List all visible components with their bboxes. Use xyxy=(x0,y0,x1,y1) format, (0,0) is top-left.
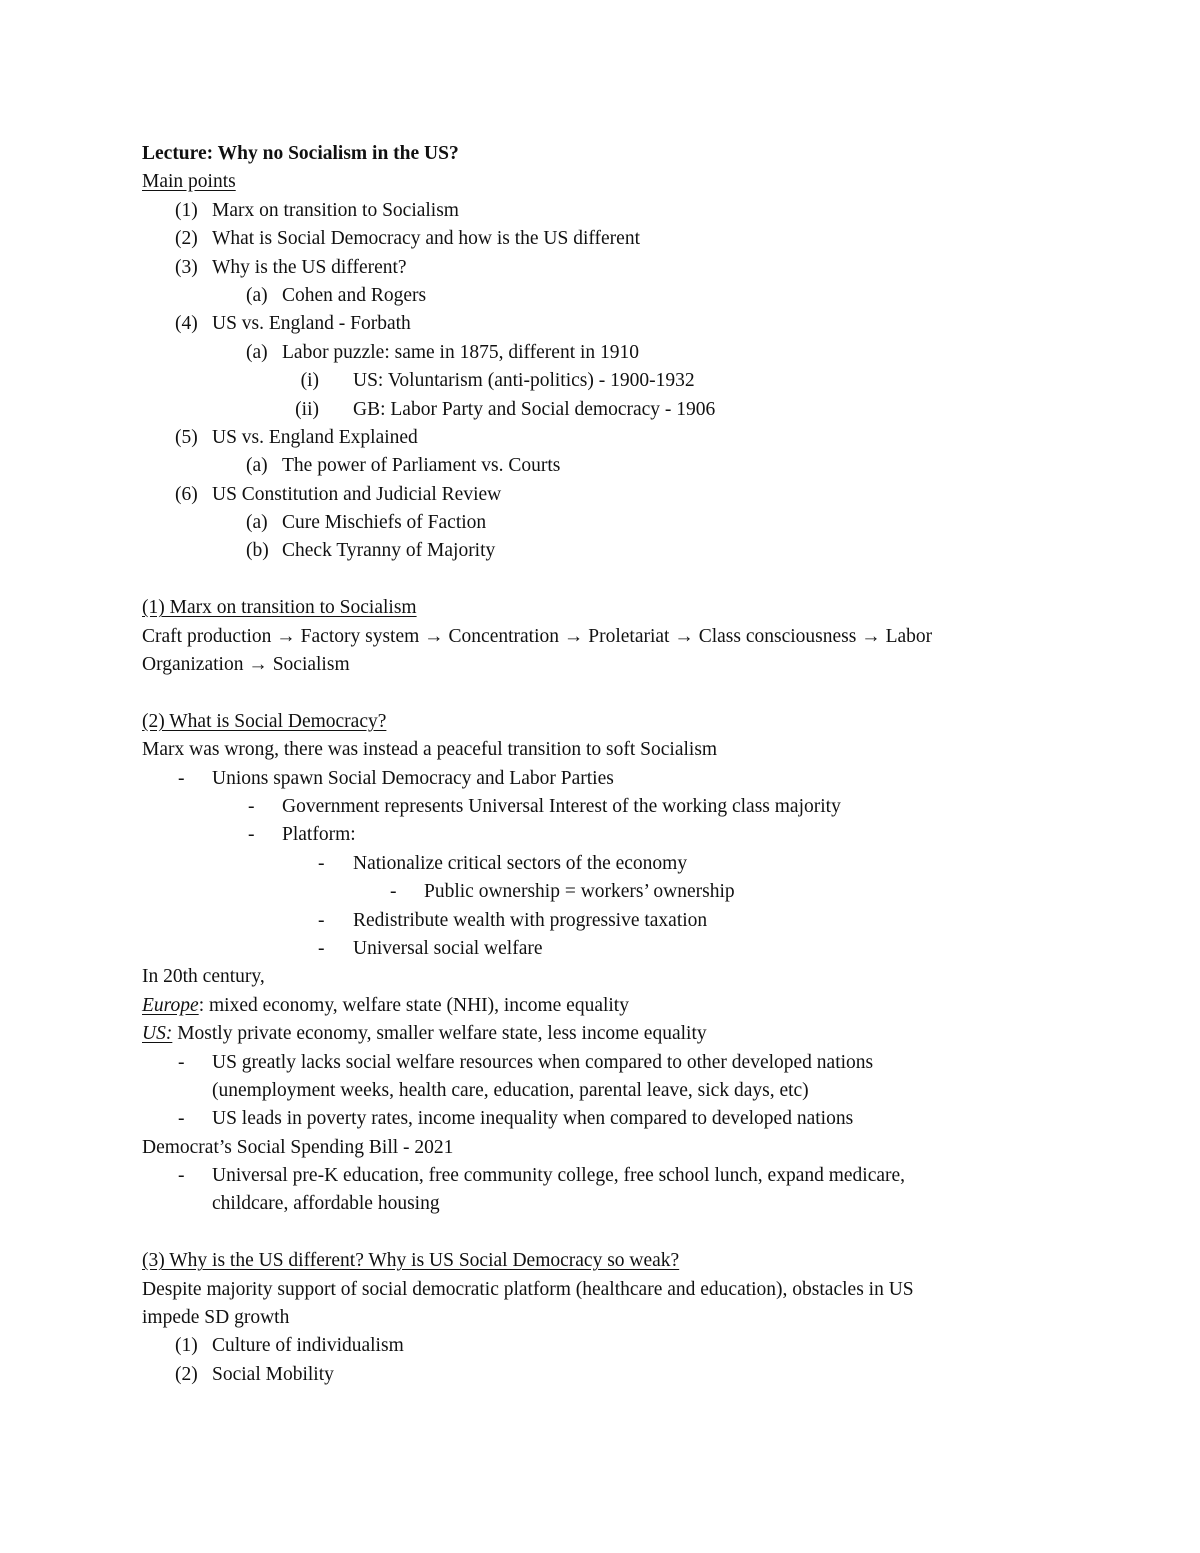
outline-item: (1) Marx on transition to Socialism xyxy=(175,199,459,221)
bullet-item: - Redistribute wealth with progressive taxation xyxy=(318,909,708,931)
bullet-item: - Universal pre-K education, free community college, free school lunch, expand medicare, xyxy=(178,1165,906,1187)
us-line: US: Mostly private economy, smaller welfare state, less income equality xyxy=(142,1023,707,1045)
bullet-item: - Public ownership = workers’ ownership xyxy=(390,881,735,903)
outline-subitem: (a) Cohen and Rogers xyxy=(246,284,427,306)
outline-subitem: (a) Cure Mischiefs of Faction xyxy=(246,512,487,534)
outline-subitem: (b) Check Tyranny of Majority xyxy=(246,540,496,562)
outline-item: (3) Why is the US different? xyxy=(175,256,407,278)
paragraph-line: impede SD growth xyxy=(142,1307,290,1329)
bullet-continuation: (unemployment weeks, health care, education, parental leave, sick days, etc) xyxy=(212,1079,809,1101)
outline-subitem: (a) Labor puzzle: same in 1875, different in 1910 xyxy=(246,341,640,363)
bullet-item: - Unions spawn Social Democracy and Labor Parties xyxy=(178,767,614,789)
paragraph-line: In 20th century, xyxy=(142,966,265,988)
outline-subsubitem: (i) US: Voluntarism (anti-politics) - 1900-1932 xyxy=(300,370,695,392)
paragraph-line: Despite majority support of social democratic platform (healthcare and education), obstacles in US xyxy=(142,1278,914,1300)
bullet-item: - US greatly lacks social welfare resources when compared to other developed nations xyxy=(178,1051,874,1073)
paragraph-line: Marx was wrong, there was instead a peaceful transition to soft Socialism xyxy=(142,739,718,761)
bullet-item: - Platform: xyxy=(248,824,356,846)
numbered-item: (1) Culture of individualism xyxy=(175,1335,404,1357)
outline-item: (6) US Constitution and Judicial Review xyxy=(175,483,502,505)
document-page xyxy=(142,140,1042,1389)
section-2-heading: (2) What is Social Democracy? xyxy=(142,710,387,732)
bullet-item: - Government represents Universal Interest of the working class majority xyxy=(248,795,841,817)
paragraph-line: Craft production → Factory system → Concentration → Proletariat → Class consciousness → Labor xyxy=(142,625,933,647)
numbered-item: (2) Social Mobility xyxy=(175,1363,334,1385)
section-3-heading: (3) Why is the US different? Why is US Social Democracy so weak? xyxy=(142,1250,680,1272)
outline-item: (5) US vs. England Explained xyxy=(175,426,418,448)
bullet-item: - Nationalize critical sectors of the economy xyxy=(318,852,688,874)
outline-item: (2) What is Social Democracy and how is the US different xyxy=(175,228,640,250)
bullet-item: - US leads in poverty rates, income inequality when compared to developed nations xyxy=(178,1108,854,1130)
bullet-item: - Universal social welfare xyxy=(318,937,543,959)
outline-subitem: (a) The power of Parliament vs. Courts xyxy=(246,455,561,477)
section-1-heading: (1) Marx on transition to Socialism xyxy=(142,597,417,619)
paragraph-line: Democrat’s Social Spending Bill - 2021 xyxy=(142,1136,454,1158)
outline-subsubitem: (ii) GB: Labor Party and Social democracy - 1906 xyxy=(295,398,716,420)
europe-line: Europe: mixed economy, welfare state (NHI), income equality xyxy=(142,994,629,1016)
bullet-continuation: childcare, affordable housing xyxy=(212,1193,440,1215)
paragraph-line: Organization → Socialism xyxy=(142,654,350,676)
outline-item: (4) US vs. England - Forbath xyxy=(175,313,411,335)
main-points-heading: Main points xyxy=(142,171,236,193)
lecture-title: Lecture: Why no Socialism in the US? xyxy=(142,143,459,164)
